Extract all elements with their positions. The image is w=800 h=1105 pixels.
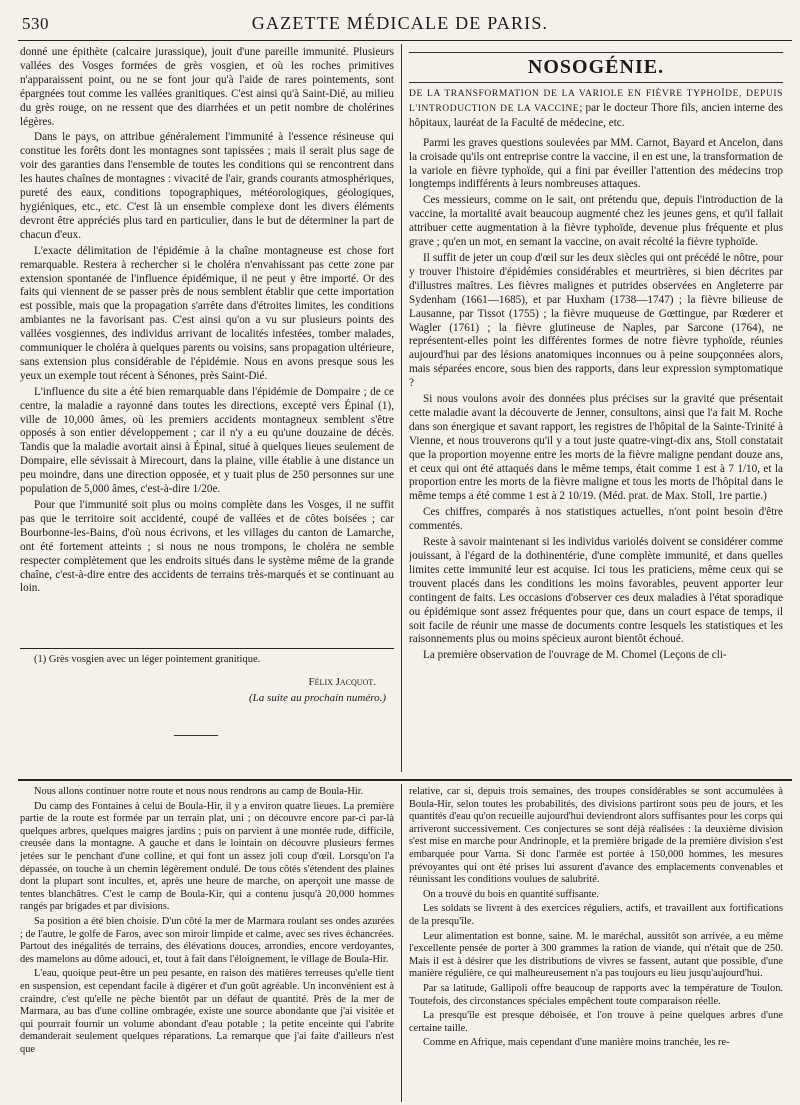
lower-column-divider <box>401 784 402 1102</box>
lower-left-paragraph-2: Du camp des Fontaines à celui de Boula-Hir, il y a environ quatre lieues. La première partie de la route est formée par un terrain plat, uni ; on découvre encore par-ci par-là quelques arbres, quelques maigres jardins ; puis on parvient à une montée rude, difficile, creusée dans la montagne. A gauche et dans le lointain on découvre plusieurs fermes jetées sur le penchant d'une colline, et qui font un assez joli coup d'œil. Lorsqu'on l'a dépassée, on touche à un chemin légèrement ondulé. De tous côtés s'étendent des plaines dont la plupart sont incultes, et, après une heure de marche, on aperçoit une masse de tentes blanchâtres. C'est le camp de Boula-Kir, qui a contenu jusqu'à 20,000 hommes rangés par brigades et par divisions. <box>20 800 394 913</box>
continuation-text: (La suite au prochain numéro.) <box>249 692 386 704</box>
left-paragraph-3: L'exacte délimitation de l'épidémie à la chaîne montagneuse est chose fort remarquable. Restera à rechercher si le choléra n'envahissant pas cette zone par extension spontanée de l'influence épidémique, il ne peut y être importé. Or des faits qui viennent de se passer près de nous semblent établir que cette importation est possible, mais que la propagation s'arrête dans d'étroites limites, les conditions ambiantes ne la favorisant pas. C'est ainsi qu'on a vu sur plusieurs points des vallées vosgiennes, des individus arrivant de localités infestées, tomber malades, communiquer le choléra à quelques parents ou voisins, sans propagation ultérieure, sans extension plus considérable de l'épidémie. Nous en avons presque sous les yeux un exemple tout récent à Sénones, près Saint-Dié. <box>20 244 394 382</box>
left-paragraph-4: L'influence du site a été bien remarquable dans l'épidémie de Dompaire ; de ce centre, la maladie a rayonné dans toutes les directions, excepté vers Épinal (1), ville de 10,000 âmes, où les premiers accidents montagneux semblent s'être opposés à son entier développement ; car il n'y a eu qu'une douzaine de décès. Tandis que la maladie avortait ainsi à Épinal, situé à quelques lieues seulement de Dompaire, elle sévissait à Mirecourt, dans la plaine, ville établie à une distance un peu moindre, dans une direction opposée, et y tuait plus de 250 personnes sur une population de 5,000 âmes, c'est-à-dire 1/20e. <box>20 385 394 496</box>
left-paragraph-5: Pour que l'immunité soit plus ou moins complète dans les Vosges, il ne suffit pas que le territoire soit accidenté, coupé de vallées et de côtes boisées ; car Bourbonne-les-Bains, d'où nous écrivons, et les villages du canton de Lamarche, ont été fortement atteints ; si nous ne nous trompons, le choléra ne semble respecter complètement que les endroits situés dans le système même de la grande chaîne, c'est-à-dire entre des accidents de terrains très-marqués et se continuant au loin. <box>20 499 394 595</box>
journal-title: GAZETTE MÉDICALE DE PARIS. <box>251 13 549 33</box>
right-paragraph-3: Il suffit de jeter un coup d'œil sur les deux siècles qui ont précédé le nôtre, pour y trouver l'histoire d'épidémies considérables et meurtrières, si bien décrites par d'illustres maîtres. Les fièvres malignes et putrides observées en Angleterre par Sydenham (1661—1685), et par Huxham (1738—1747) ; la fièvre bilieuse de Lausanne, par Tissot (1755) ; la fièvre muqueuse de Gœttingue, par Rœderer et Wagler (1761) ; la fièvre glutineuse de Naples, par Sarcone (1764), ne représentent-elles point les différentes formes de notre fièvre typhoïde, réunies aujourd'hui par des lésions anatomiques inconnues ou à peine soupçonnées alors, mais séparées encore, sous bien des rapports, dans leur expression symptomatique ? <box>409 251 783 390</box>
lower-right-paragraph-2: On a trouvé du bois en quantité suffisante. <box>423 888 599 900</box>
lower-right-paragraph-4: Leur alimentation est bonne, saine. M. le maréchal, aussitôt son arrivée, a eu même l'excellente pensée de porter à 300 grammes la ration de viande, qui n'était que de 250. Mais il est à désirer que les distributions de vivres se fassent, autant que possible, d'une manière régulière, ce qui malheureusement n'a pas toujours eu lieu jusqu'aujourd'hui. <box>409 930 783 980</box>
lower-right-paragraph-7: Comme en Afrique, mais cependant d'une manière moins tranchée, les re- <box>423 1037 730 1049</box>
page-number: 530 <box>22 14 49 33</box>
lower-left-paragraph-4: L'eau, quoique peut-être un peu pesante, en raison des matières terreuses qu'elle tient en suspension, est cependant facile à digérer et d'un goût agréable. Un inconvénient est à craindre, c'est qu'elle ne pèche bientôt par un défaut de quantité. Près de la mer de Marmara, au bas d'une colline ombragée, existe une source abondante que j'ai visitée et qui pourrait fournir un volume abondant d'eau potable ; la petite enceinte qui l'abrite demanderait seulement quelques réparations. La remarque que j'ai faite d'ailleurs n'est que <box>20 968 394 1055</box>
lower-left-column <box>20 786 394 1102</box>
lower-right-paragraph-5: Par sa latitude, Gallipoli offre beaucoup de rapports avec la température de Toulon. Toutefois, des circonstances spéciales empêchent toute comparaison réelle. <box>409 982 783 1007</box>
right-paragraph-1: Parmi les graves questions soulevées par MM. Carnot, Bayard et Ancelon, dans la croisade qu'ils ont entreprise contre la vaccine, il en est une, la transformation de la variole en fièvre typhoïde, qui a fini par éveiller l'attention des médecins trop longtemps indifférents à leurs nombreuses attaques. <box>409 136 783 191</box>
article-heading-rest: ; par le docteur Thore fils, ancien interne des hôpitaux, lauréat de la Faculté de médecine, etc. <box>409 101 783 129</box>
lower-right-paragraph-1: relative, car si, depuis trois semaines, des troupes considérables se sont accumulées à Boula-Hir, selon toutes les probabilités, des divisions partiront sous peu de jours, et les quantités d'eau qu'on recueille aujourd'hui deviendront alors suffisantes pour les corps qui arriveront successivement. Ces conjectures se sont déjà réalisées : la deuxième division s'est mise en marche pour Andrinople, et la première brigade de la première division s'est embarquée pour Varna. Si donc l'armée est portée à 150,000 hommes, les mesures prévoyantes qui ont été prises lui assurent d'avance des emplacements convenables et réunissant les conditions voulues de salubrité. <box>409 786 783 886</box>
right-paragraph-2: Ces messieurs, comme on le sait, ont prétendu que, depuis l'introduction de la vaccine, la mortalité avait beaucoup augmenté chez les jeunes gens, et qu'il fallait attribuer cette augmentation à la fièvre typhoïde, devenue plus fréquente et plus grave ; qu'en un mot, en semant la vaccine, on avait récolté la fièvre typhoïde. <box>409 194 783 249</box>
article-heading-caps: DE LA TRANSFORMATION DE LA VARIOLE EN FIÈVRE TYPHOÏDE, DEPUIS L'INTRODUCTION DE LA VACCINE <box>409 89 783 114</box>
left-column <box>20 46 394 642</box>
footnote-rule <box>20 648 394 649</box>
lower-left-paragraph-3: Sa position a été bien choisie. D'un côté la mer de Marmara roulant ses ondes azurées ; de l'autre, le golfe de Faros, avec son miroir limpide et calme, avec ses rives échancrées. Partout des inégalités de terrains, des élévations douces, arrondies, encore verdoyantes, des mamelons au dôme adouci, et, tout à fait dans l'éloignement, le village de Boula-Hir. <box>20 915 394 965</box>
upper-column-divider <box>401 44 402 772</box>
lower-right-column <box>409 786 783 1102</box>
lower-right-paragraph-6: La presqu'île est presque déboisée, et l'on trouve à peine quelques arbres d'une certaine taille. <box>409 1010 783 1034</box>
feuilleton-rule <box>18 779 792 781</box>
header-rule <box>18 40 792 41</box>
right-paragraph-5: Ces chiffres, comparés à nos statistiques actuelles, n'ont point besoin d'être commentés. <box>409 506 783 533</box>
section-title: NOSOGÉNIE. <box>527 56 665 78</box>
end-rule <box>174 735 218 736</box>
left-paragraph-1: donné une épithète (calcaire jurassique), jouit d'une pareille immunité. Plusieurs vallées des Vosges formées de grès vosgien, et où les roches primitives n'apparaissent point, ou ne se font jour qu'à l'aide de rares pointements, sont épargnées tout comme les vallées granitiques. C'est ainsi qu'à Saint-Dié, au milieu du grès rouge, on ne ressent que des diarrhées et un petit nombre de cholérines légères. <box>20 46 394 128</box>
article-heading <box>409 87 783 131</box>
footnote: (1) Grès vosgien avec un léger pointement granitique. <box>34 654 261 665</box>
right-paragraph-7: La première observation de l'ouvrage de M. Chomel (Leçons de cli- <box>423 649 727 662</box>
continuation-note <box>20 691 394 706</box>
right-column <box>409 52 783 772</box>
right-paragraph-6: Reste à savoir maintenant si les individus variolés doivent se considérer comme jouissant, à l'égard de la dothinentérie, d'une complète immunité, et dans quelles limites cette immunité leur est acquise. Ici tous les praticiens, même ceux qui se trouvent placés dans les conditions les moins favorables, peuvent apporter leur contingent de faits. Les occasions d'observer ces deux maladies à l'état sporadique ou épidémique sont assez fréquentes pour que, dans un court espace de temps, il soit facile de réunir une masse de documents contre lesquels les statistiques et les raisonnements plus ou moins spécieux auront bientôt échoué. <box>409 536 783 646</box>
section-header <box>409 52 783 83</box>
lower-left-paragraph-1: Nous allons continuer notre route et nous nous rendrons au camp de Boula-Hir. <box>34 786 364 797</box>
left-paragraph-2: Dans le pays, on attribue généralement l'immunité à l'essence résineuse qui constitue les forêts dont les montagnes sont tapissées ; mais il serait plus sage de voir des garanties dans l'ensemble de toutes les conditions qui se rencontrent dans les hautes chaînes de montagnes : vivacité de l'air, grands courants atmosphériques, pureté des eaux, conditions topographiques, météorologiques, géologiques, hygiéniques, etc., etc. C'est là un ensemble complexe dont les divers éléments devront être appréciés plus tard en particulier, dans le but de déterminer la part de chacun d'eux. <box>20 131 394 241</box>
author-signature: Félix Jacquot. <box>308 676 376 688</box>
right-paragraph-4: Si nous voulons avoir des données plus précises sur la gravité que présentait cette maladie avant la découverte de Jenner, consultons, ainsi que l'a fait M. Roche dans son énergique et savant rapport, les registres de l'hôpital de la Sainte-Trinité à Vienne, et nous trouverons qu'il y a tout juste quatre-vingt-dix ans, Stoll constatait que la proportion moyenne entre les morts de la fièvre maligne pendant douze ans, et ceux qui ont été attaqués dans le même temps, était comme 1 est à 7 1/10, et la proportion entre les morts de la fièvre maligne et tous les morts de l'hôpital dans le même temps a été comme 1 est à 2 10/19. (Méd. prat. de Max. Stoll, 1re partie.) <box>409 393 783 503</box>
lower-right-paragraph-3: Les soldats se livrent à des exercices réguliers, actifs, et travaillent aux fortifications de la presqu'île. <box>409 903 783 927</box>
